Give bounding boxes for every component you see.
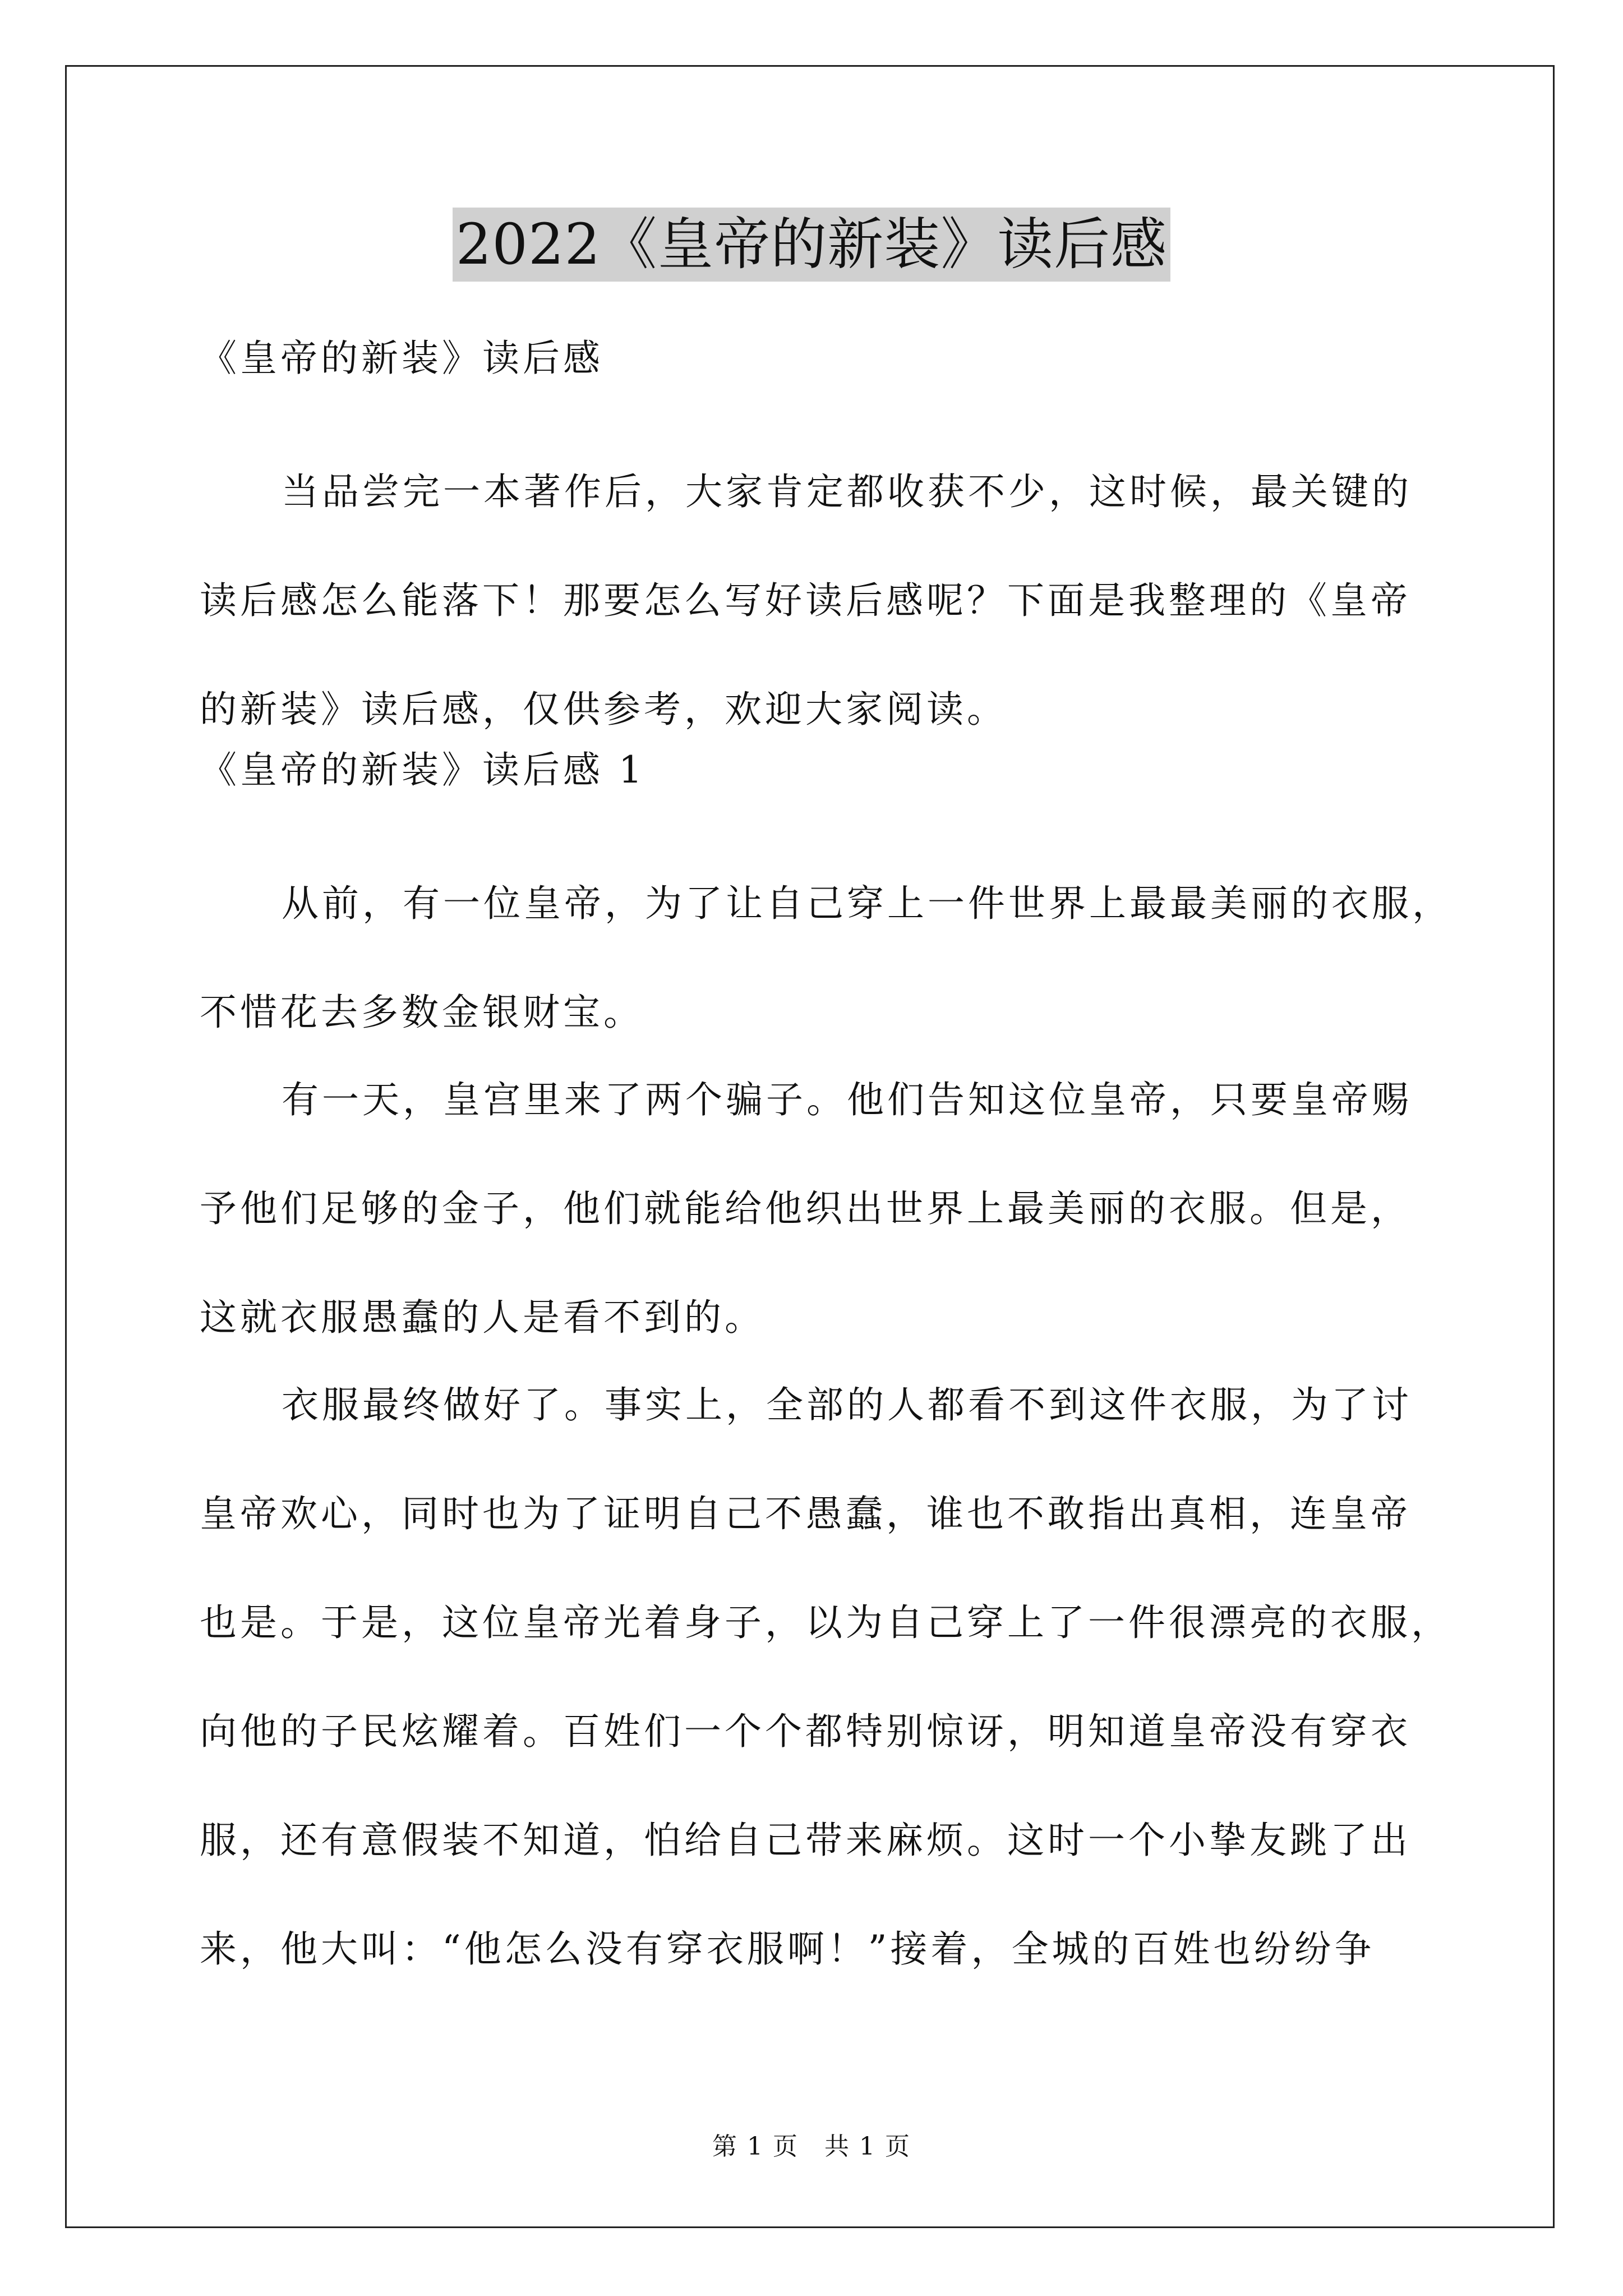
- intro-paragraph: [200, 438, 1450, 764]
- paragraph-line: 向他的子民炫耀着。百姓们一个个都特别惊讶，明知道皇帝没有穿衣: [200, 1710, 1411, 1753]
- paragraph-line: 予他们足够的金子，他们就能给他织出世界上最美丽的衣服。但是，: [200, 1187, 1411, 1230]
- body-paragraph-2: [200, 1046, 1450, 1372]
- document-body: [200, 331, 1453, 2055]
- paragraph-line: 皇帝欢心，同时也为了证明自己不愚蠢，谁也不敢指出真相，连皇帝: [200, 1492, 1411, 1535]
- paragraph-line: 的新装》读后感，仅供参考，欢迎大家阅读。: [200, 688, 1007, 731]
- paragraph-line: 也是。于是，这位皇帝光着身子，以为自己穿上了一件很漂亮的衣服，: [200, 1601, 1451, 1644]
- subheading-essay-1: 《皇帝的新装》读后感 1: [200, 748, 645, 792]
- subheading-intro: 《皇帝的新装》读后感: [200, 337, 603, 380]
- paragraph-line: 从前，有一位皇帝，为了让自己穿上一件世界上最最美丽的衣服，: [282, 882, 1453, 925]
- document-title: 2022《皇帝的新装》读后感: [453, 208, 1171, 282]
- paragraph-line: 来，他大叫：“他怎么没有穿衣服啊！”接着，全城的百姓也纷纷争: [200, 1927, 1375, 1971]
- title-container: [0, 208, 1623, 282]
- paragraph-line: 服，还有意假装不知道，怕给自己带来麻烦。这时一个小挚友跳了出: [200, 1819, 1411, 1862]
- body-paragraph-3: [200, 1351, 1450, 2004]
- paragraph-line: 读后感怎么能落下！那要怎么写好读后感呢？下面是我整理的《皇帝: [200, 579, 1411, 622]
- paragraph-line: 衣服最终做好了。事实上，全部的人都看不到这件衣服，为了讨: [282, 1383, 1412, 1427]
- paragraph-line: 不惜花去多数金银财宝。: [200, 991, 644, 1034]
- paragraph-line: 当品尝完一本著作后，大家肯定都收获不少，这时候，最关键的: [282, 470, 1412, 513]
- paragraph-line: 有一天，皇宫里来了两个骗子。他们告知这位皇帝，只要皇帝赐: [282, 1078, 1412, 1121]
- body-paragraph-1: [200, 849, 1453, 1067]
- paragraph-line: 这就衣服愚蠢的人是看不到的。: [200, 1296, 765, 1339]
- page-footer: 第 1 页 共 1 页: [712, 2132, 911, 2161]
